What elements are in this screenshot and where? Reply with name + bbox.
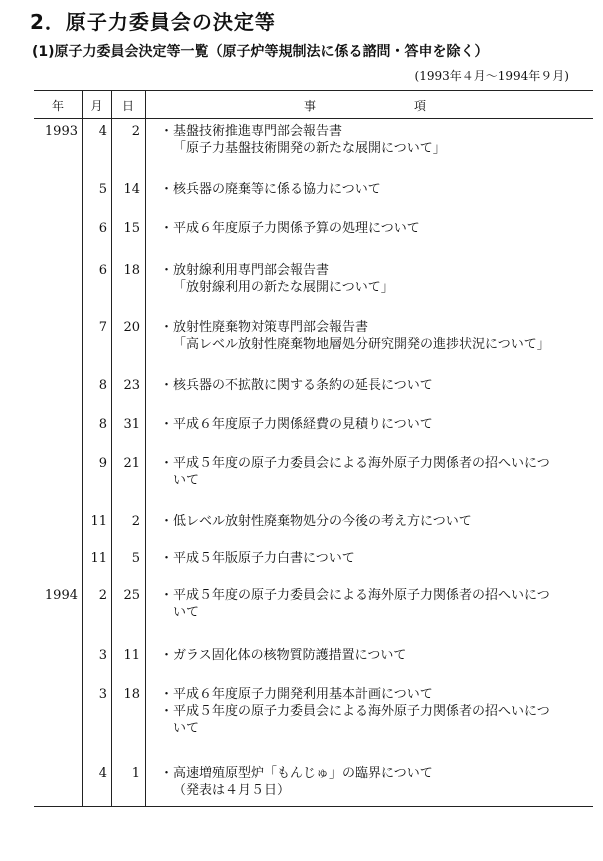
matter-line: （発表は４月５日） bbox=[173, 783, 291, 798]
matter-cell bbox=[160, 181, 580, 198]
day-cell: 11 bbox=[123, 648, 140, 663]
month-cell: 4 bbox=[98, 124, 107, 139]
matter-line: ・平成６年度原子力関係予算の処理について bbox=[160, 221, 420, 236]
section-title: 2．原子力委員会の決定等 bbox=[30, 10, 276, 34]
matter-line: ・放射線利用専門部会報告書 bbox=[160, 263, 330, 278]
matter-line: ・低レベル放射性廃棄物処分の今後の考え方について bbox=[160, 514, 472, 529]
matter-line: ・平成６年度原子力関係経費の見積りについて bbox=[160, 417, 433, 432]
month-cell: 6 bbox=[98, 221, 107, 236]
matter-line: ・平成５年度の原子力委員会による海外原子力関係者の招へいにつ bbox=[160, 704, 550, 719]
day-cell: 14 bbox=[123, 182, 140, 197]
matter-line: ・核兵器の不拡散に関する条約の延長について bbox=[160, 378, 433, 393]
month-cell: 2 bbox=[98, 588, 107, 603]
matter-line: ・基盤技術推進専門部会報告書 bbox=[160, 124, 343, 139]
month-cell: 11 bbox=[90, 551, 107, 566]
matter-line: ・平成５年度の原子力委員会による海外原子力関係者の招へいにつ bbox=[160, 588, 550, 603]
header-matter: 項 bbox=[413, 99, 426, 113]
month-cell: 9 bbox=[98, 456, 107, 471]
matter-line: ・平成５年版原子力白書について bbox=[160, 551, 355, 566]
month-cell: 11 bbox=[90, 514, 107, 529]
year-cell: 1993 bbox=[44, 124, 78, 139]
matter-cell bbox=[160, 262, 580, 296]
day-cell: 2 bbox=[131, 124, 140, 139]
matter-cell bbox=[160, 416, 580, 433]
month-cell: 3 bbox=[98, 648, 107, 663]
matter-line: いて bbox=[173, 721, 200, 736]
day-cell: 25 bbox=[123, 588, 140, 603]
day-cell: 18 bbox=[123, 263, 140, 278]
day-cell: 23 bbox=[123, 378, 140, 393]
matter-line: いて bbox=[173, 473, 200, 488]
day-cell: 31 bbox=[123, 417, 140, 432]
day-cell: 20 bbox=[123, 320, 140, 335]
matter-cell bbox=[160, 765, 580, 799]
month-cell: 6 bbox=[98, 263, 107, 278]
header-day: 日 bbox=[121, 99, 134, 113]
matter-cell bbox=[160, 319, 580, 353]
header-matter: 事 bbox=[303, 99, 316, 113]
matter-line: 「放射線利用の新たな展開について」 bbox=[173, 280, 394, 295]
matter-cell bbox=[160, 377, 580, 394]
subsection-title: (1)原子力委員会決定等一覧（原子炉等規制法に係る諮問・答申を除く） bbox=[32, 44, 489, 60]
day-cell: 15 bbox=[123, 221, 140, 236]
month-cell: 8 bbox=[98, 378, 107, 393]
matter-cell bbox=[160, 587, 580, 621]
day-cell: 1 bbox=[131, 766, 140, 781]
matter-line: 「原子力基盤技術開発の新たな展開について」 bbox=[173, 141, 446, 156]
day-cell: 18 bbox=[123, 687, 140, 702]
matter-cell bbox=[160, 686, 580, 737]
matter-line: ・核兵器の廃棄等に係る協力について bbox=[160, 182, 381, 197]
year-cell: 1994 bbox=[44, 588, 78, 603]
matter-cell bbox=[160, 455, 580, 489]
period-label: (1993年４月～1994年９月) bbox=[414, 69, 569, 83]
table-top-rule bbox=[34, 90, 593, 91]
day-cell: 5 bbox=[131, 551, 140, 566]
matter-line: いて bbox=[173, 605, 200, 620]
matter-line: 「高レベル放射性廃棄物地層処分研究開発の進捗状況について」 bbox=[173, 337, 550, 352]
month-cell: 8 bbox=[98, 417, 107, 432]
matter-cell bbox=[160, 647, 580, 664]
matter-line: ・平成６年度原子力開発利用基本計画について bbox=[160, 687, 433, 702]
header-year: 年 bbox=[51, 99, 64, 113]
day-cell: 21 bbox=[123, 456, 140, 471]
day-cell: 2 bbox=[131, 514, 140, 529]
table-column-divider bbox=[145, 90, 146, 806]
table-header-rule bbox=[34, 118, 593, 119]
month-cell: 7 bbox=[98, 320, 107, 335]
matter-cell bbox=[160, 220, 580, 237]
table-bottom-rule bbox=[34, 806, 593, 807]
month-cell: 4 bbox=[98, 766, 107, 781]
matter-line: ・高速増殖原型炉「もんじゅ」の臨界について bbox=[160, 766, 433, 781]
matter-line: ・ガラス固化体の核物質防護措置について bbox=[160, 648, 407, 663]
matter-cell bbox=[160, 550, 580, 567]
matter-cell bbox=[160, 513, 580, 530]
header-month: 月 bbox=[90, 99, 103, 113]
month-cell: 3 bbox=[98, 687, 107, 702]
matter-line: ・放射性廃棄物対策専門部会報告書 bbox=[160, 320, 369, 335]
month-cell: 5 bbox=[98, 182, 107, 197]
matter-line: ・平成５年度の原子力委員会による海外原子力関係者の招へいにつ bbox=[160, 456, 550, 471]
matter-cell bbox=[160, 123, 580, 157]
